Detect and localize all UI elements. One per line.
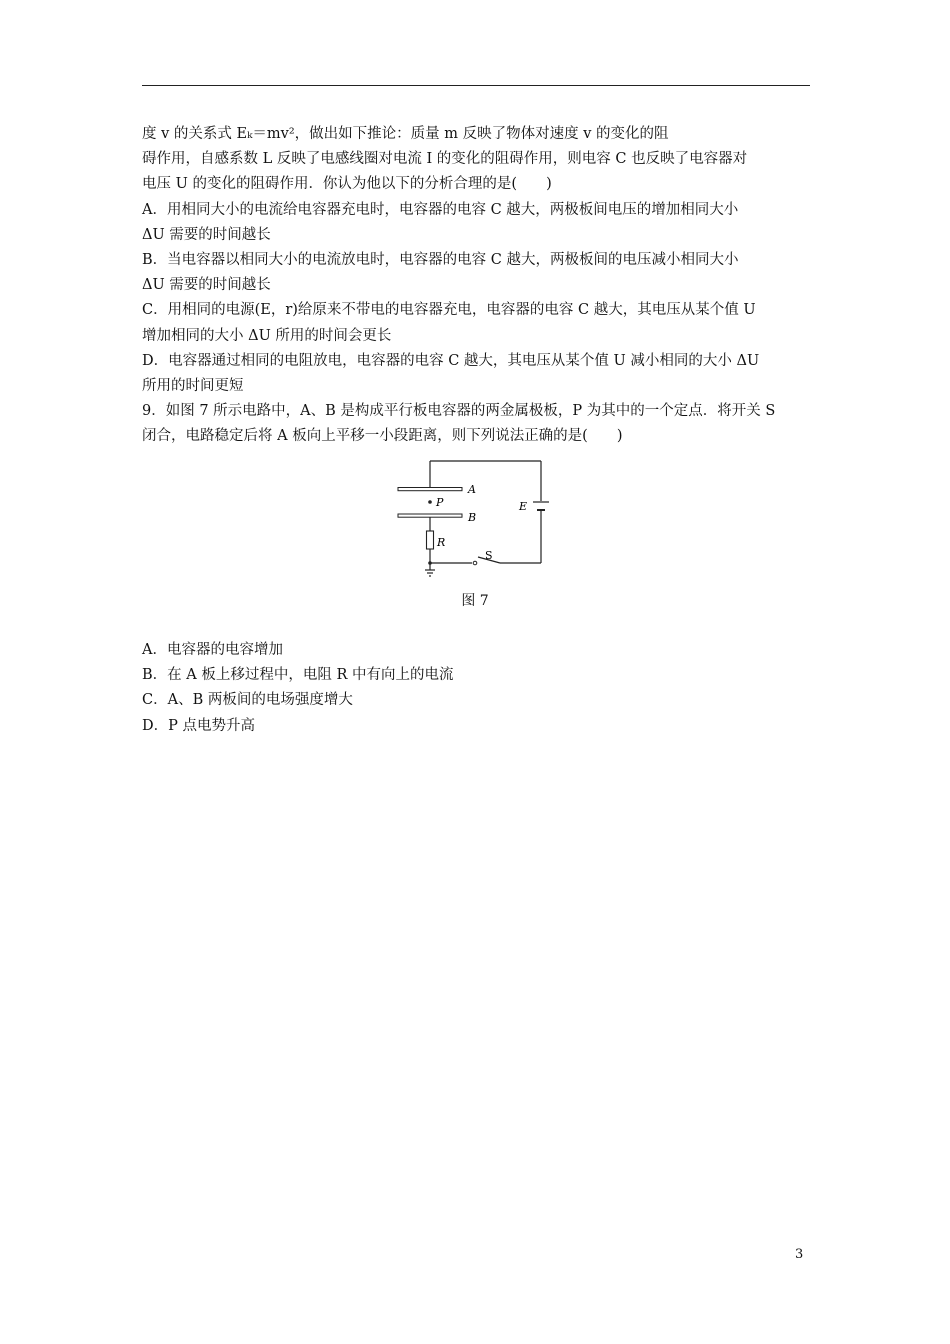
- label-a: A: [468, 483, 476, 496]
- label-s: S: [485, 549, 493, 562]
- circuit-diagram: [392, 458, 552, 582]
- option-8b-line1: B．当电容器以相同大小的电流放电时，电容器的电容 C 越大，两极板间的电压减小相同大小: [142, 251, 739, 268]
- resistor-r: [427, 531, 434, 549]
- option-8d-line2: 所用的时间更短: [142, 377, 244, 394]
- switch-contact: [473, 561, 477, 565]
- header-rule: [142, 85, 810, 86]
- label-p: P: [436, 496, 444, 509]
- question-9-line2: 闭合，电路稳定后将 A 板向上平移一小段距离，则下列说法正确的是( ): [142, 428, 623, 445]
- circuit-svg: [392, 458, 552, 582]
- text-line: 电压 U 的变化的阻碍作用．你认为他以下的分析合理的是( ): [142, 176, 552, 193]
- option-8b-line2: ΔU 需要的时间越长: [142, 277, 271, 294]
- text-line: 碍作用，自感系数 L 反映了电感线圈对电流 I 的变化的阻碍作用，则电容 C 也反映了电容器对: [142, 151, 748, 168]
- question-9-line1: 9．如图 7 所示电路中，A、B 是构成平行板电容器的两金属极板，P 为其中的一个定点．将开关 S: [142, 403, 776, 420]
- page-number: 3: [795, 1247, 804, 1262]
- option-9d: D．P 点电势升高: [142, 717, 255, 734]
- option-9c: C．A、B 两板间的电场强度增大: [142, 692, 353, 709]
- option-8a-line1: A．用相同大小的电流给电容器充电时，电容器的电容 C 越大，两极板间电压的增加相同大小: [142, 201, 739, 218]
- point-p: [428, 500, 432, 504]
- label-b: B: [468, 511, 477, 524]
- label-e: E: [519, 500, 528, 513]
- option-8d-line1: D．电容器通过相同的电阻放电，电容器的电容 C 越大，其电压从某个值 U 减小相同的大小 ΔU: [142, 352, 760, 369]
- plate-a: [398, 488, 462, 491]
- label-r: R: [437, 536, 446, 549]
- junction-dot: [428, 561, 432, 565]
- option-9b: B．在 A 板上移过程中，电阻 R 中有向上的电流: [142, 667, 454, 684]
- option-8c-line2: 增加相同的大小 ΔU 所用的时间会更长: [142, 327, 392, 344]
- question-text: [142, 122, 814, 449]
- figure-caption: 图 7: [461, 593, 489, 609]
- text-line: 度 v 的关系式 Eₖ＝mv²，做出如下推论：质量 m 反映了物体对速度 v 的变化的阻: [142, 126, 669, 142]
- plate-b: [398, 514, 462, 517]
- option-8a-line2: ΔU 需要的时间越长: [142, 226, 271, 243]
- option-9a: A．电容器的电容增加: [142, 642, 283, 658]
- option-8c-line1: C．用相同的电源(E，r)给原来不带电的电容器充电，电容器的电容 C 越大，其电压从某个值 U: [142, 302, 756, 319]
- question-9-options: [142, 637, 814, 738]
